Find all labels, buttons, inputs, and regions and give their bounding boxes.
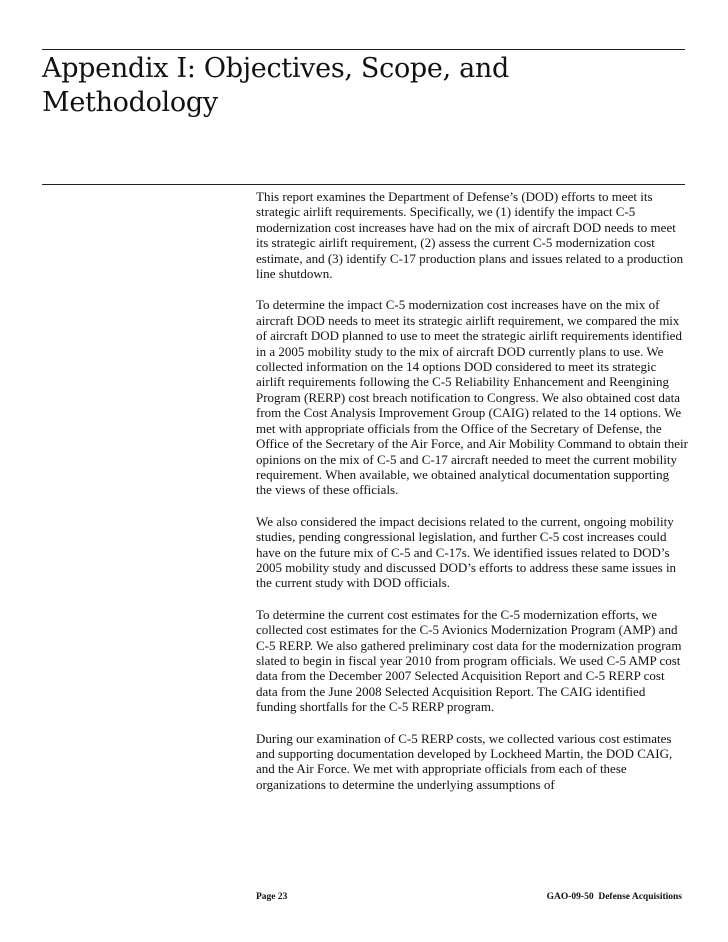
body-text — [256, 189, 688, 808]
paragraph-mobility-studies: We also considered the impact decisions related to the current, ongoing mobility studies, pending congressional legislation, and further C-5 cost increases could have on the future mix of C-5 and C-17s. We identified issues related to DOD’s 2005 mobility study and discussed DOD’s efforts to address these same issues in the current study with DOD officials. — [256, 513, 677, 591]
paragraph-cost-estimates: To determine the current cost estimates for the C-5 modernization efforts, we collected cost estimates for the C-5 Avionics Modernization Program (AMP) and C-5 RERP. We also gathered preliminary cost data for the modernization program slated to begin in fiscal year 2010 from program officials. We used C-5 AMP cost data from the December 2007 Selected Acquisition Report and C-5 RERP cost data from the June 2008 Selected Acquisition Report. The CAIG identified funding shortfalls for the C-5 RERP program. — [256, 606, 682, 715]
report-id: GAO-09-50 Defense Acquisitions — [546, 892, 682, 902]
page-title — [42, 52, 662, 120]
paragraph-objectives: This report examines the Department of Defense’s (DOD) efforts to meet its strategic airlift requirements. Specifically, we (1) identify the impact C-5 modernization cost increases have had on the mix of aircraft DOD needs to meet its strategic airlift requirement, (2) assess the current C-5 modernization cost estimate, and (3) identify C-17 production plans and issues related to a production line shutdown. — [256, 189, 684, 282]
section-rule — [42, 184, 685, 185]
page-title-line-2: Methodology — [42, 87, 218, 118]
paragraph-rerp-costs: During our examination of C-5 RERP costs, we collected various cost estimates and supporting documentation developed by Lockheed Martin, the DOD CAIG, and the Air Force. We met with appropriate officials from each of these organizations to determine the underlying assumptions of — [256, 730, 673, 792]
header-rule-top — [42, 49, 685, 50]
paragraph-aircraft-mix: To determine the impact C-5 modernization cost increases have on the mix of aircraft DOD needs to meet its strategic airlift requirement, we compared the mix of aircraft DOD planned to use to meet the strategic airlift requirements identified in a 2005 mobility study to the mix of aircraft DOD currently plans to use. We collected information on the 14 options DOD considered to meet its strategic airlift requirements following the C-5 Reliability Enhancement and Reengining Program (RERP) cost breach notification to Congress. We also obtained cost data from the Cost Analysis Improvement Group (CAIG) related to the 14 options. We met with appropriate officials from the Office of the Secretary of Defense, the Office of the Secretary of the Air Force, and Air Mobility Command to obtain their opinions on the mix of C-5 and C-17 aircraft needed to meet the current mobility requirement. When available, we obtained analytical documentation supporting the views of these officials. — [256, 297, 688, 498]
page-number: Page 23 — [256, 892, 288, 902]
page-title-line-1: Appendix I: Objectives, Scope, and — [42, 53, 510, 84]
